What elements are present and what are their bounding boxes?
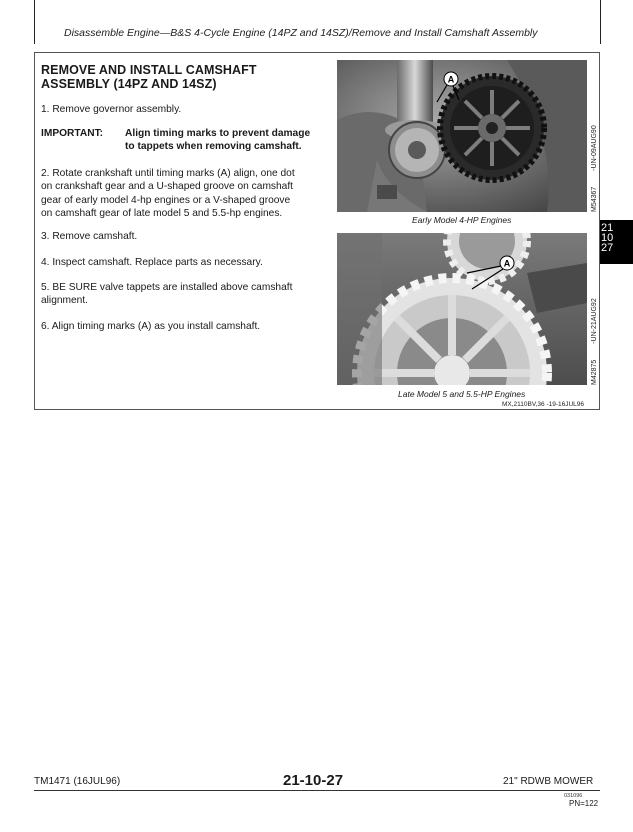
important-note: [41, 127, 331, 154]
step-2-line-4: on camshaft gear of late model 5 and 5.5-hp engines.: [41, 208, 283, 220]
section-thumb-tab: [600, 220, 633, 264]
early-model-gear-photo: [337, 60, 587, 212]
important-line-1: Align timing marks to prevent damage: [125, 128, 311, 139]
section-title-line-2: ASSEMBLY (14PZ AND 14SZ): [41, 77, 217, 91]
callout-a-label: A: [447, 74, 455, 85]
footer-rule: [34, 790, 600, 791]
footer-manual-id: TM1471 (16JUL96): [34, 776, 121, 787]
late-model-un-date: -UN-21AUG92: [591, 298, 598, 344]
footer-pn: PN=122: [569, 799, 599, 808]
step-3: 3. Remove camshaft.: [41, 231, 138, 242]
early-model-un-date: -UN-09AUG90: [591, 125, 598, 171]
early-model-caption: Early Model 4-HP Engines: [412, 215, 512, 225]
left-margin-rule: [34, 0, 35, 44]
step-4: 4. Inspect camshaft. Replace parts as necessary.: [41, 257, 263, 268]
tab-line-1: 21: [601, 222, 614, 234]
crankshaft-gear: [389, 122, 445, 178]
running-header: Disassemble Engine—B&S 4-Cycle Engine (14PZ and 14SZ)/Remove and Install Camshaft Assembly: [64, 27, 538, 39]
section-title: [41, 63, 331, 91]
section-title-line-1: REMOVE AND INSTALL CAMSHAFT: [41, 63, 257, 77]
early-model-figure-code: [591, 125, 598, 212]
footer-page-number: 21-10-27: [283, 772, 344, 789]
step-2-line-2: on crankshaft gear and a U-shaped groove on camshaft: [41, 181, 294, 193]
right-margin-rule: [600, 0, 601, 44]
tab-line-2: 10: [601, 232, 614, 244]
step-6: 6. Align timing marks (A) as you install camshaft.: [41, 321, 261, 332]
important-label: IMPORTANT:: [41, 128, 104, 139]
step-5-line-1: 5. BE SURE valve tappets are installed above camshaft: [41, 282, 293, 293]
early-model-m-number: M54367: [591, 186, 598, 212]
important-line-2: to tappets when removing camshaft.: [125, 141, 302, 153]
late-model-gear-photo: [337, 233, 587, 385]
footer-code: 031096: [564, 793, 583, 799]
step-1: 1. Remove governor assembly.: [41, 104, 182, 115]
step-5: [41, 281, 331, 308]
step-5-line-2: alignment.: [41, 295, 89, 307]
step-2-line-3: gear of early model 4-hp engines or a V-shaped groove: [41, 194, 291, 206]
early-model-gear-illustration: [337, 60, 587, 212]
late-model-m-number: M42875: [591, 359, 598, 385]
reference-code: MX,2110BV,36 -19-16JUL96: [502, 401, 585, 408]
tab-line-3: 27: [601, 242, 614, 254]
late-model-gear-illustration: [337, 233, 587, 385]
callout-a-label-bottom: A: [503, 258, 511, 269]
late-model-figure-code: [591, 298, 598, 385]
step-2: [41, 167, 331, 221]
step-2-line-1: 2. Rotate crankshaft until timing marks (A) align, one dot: [41, 168, 295, 179]
footer-product-name: 21" RDWB MOWER: [503, 776, 594, 787]
late-model-caption: Late Model 5 and 5.5-HP Engines: [398, 389, 526, 399]
